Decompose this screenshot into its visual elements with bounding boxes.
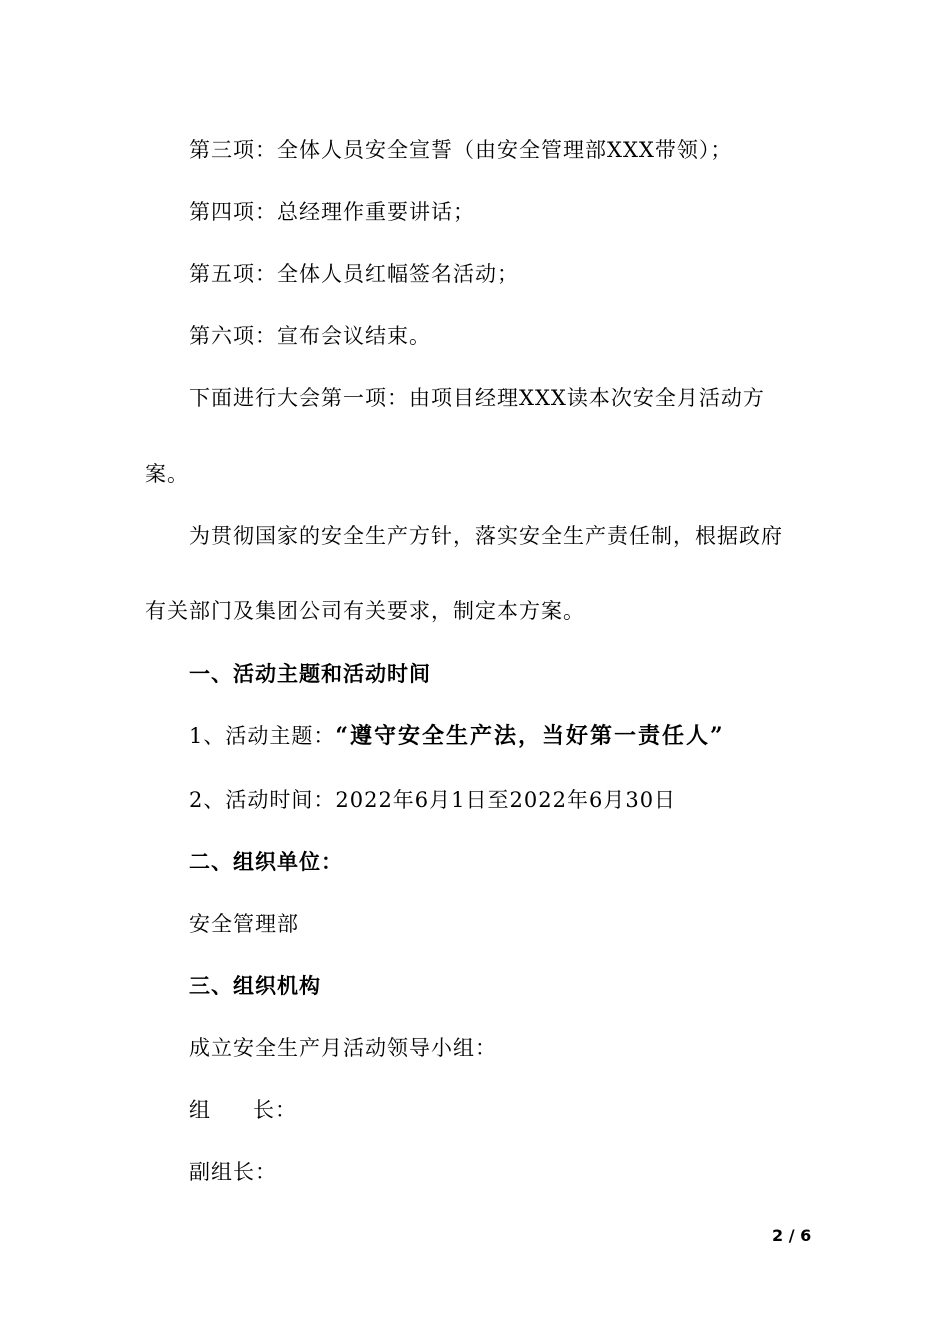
section-heading: 二、组织单位： bbox=[189, 849, 343, 874]
time-line: 2、活动时间：2022年6月1日至2022年6月30日 bbox=[189, 788, 677, 812]
deputy-line: 副组长： bbox=[189, 1160, 277, 1184]
section-heading: 三、组织机构 bbox=[189, 973, 321, 998]
theme-line bbox=[189, 722, 725, 750]
leader-line bbox=[189, 1096, 297, 1124]
leader-label-part: 长： bbox=[253, 1098, 297, 1122]
page-number: 2 / 6 bbox=[772, 1226, 812, 1245]
paragraph-line: 案。 bbox=[145, 462, 189, 486]
leader-label-part: 组 bbox=[189, 1098, 211, 1122]
theme-label: 1、活动主题： bbox=[189, 724, 336, 748]
paragraph-line: 下面进行大会第一项：由项目经理XXX读本次安全月活动方 bbox=[189, 386, 765, 410]
section-heading: 一、活动主题和活动时间 bbox=[189, 661, 431, 686]
paragraph-line: 为贯彻国家的安全生产方针，落实安全生产责任制，根据政府 bbox=[189, 524, 783, 548]
paragraph-line: 有关部门及集团公司有关要求，制定本方案。 bbox=[145, 599, 585, 623]
agenda-item-3: 第三项：全体人员安全宣誓（由安全管理部XXX带领）； bbox=[189, 138, 733, 162]
paragraph-line: 安全管理部 bbox=[189, 912, 299, 936]
agenda-item-5: 第五项：全体人员红幅签名活动； bbox=[189, 262, 519, 286]
theme-value: “遵守安全生产法，当好第一责任人” bbox=[335, 723, 725, 749]
agenda-item-6: 第六项：宣布会议结束。 bbox=[189, 324, 431, 348]
agenda-item-4: 第四项：总经理作重要讲话； bbox=[189, 200, 475, 224]
paragraph-line: 成立安全生产月活动领导小组： bbox=[189, 1036, 497, 1060]
